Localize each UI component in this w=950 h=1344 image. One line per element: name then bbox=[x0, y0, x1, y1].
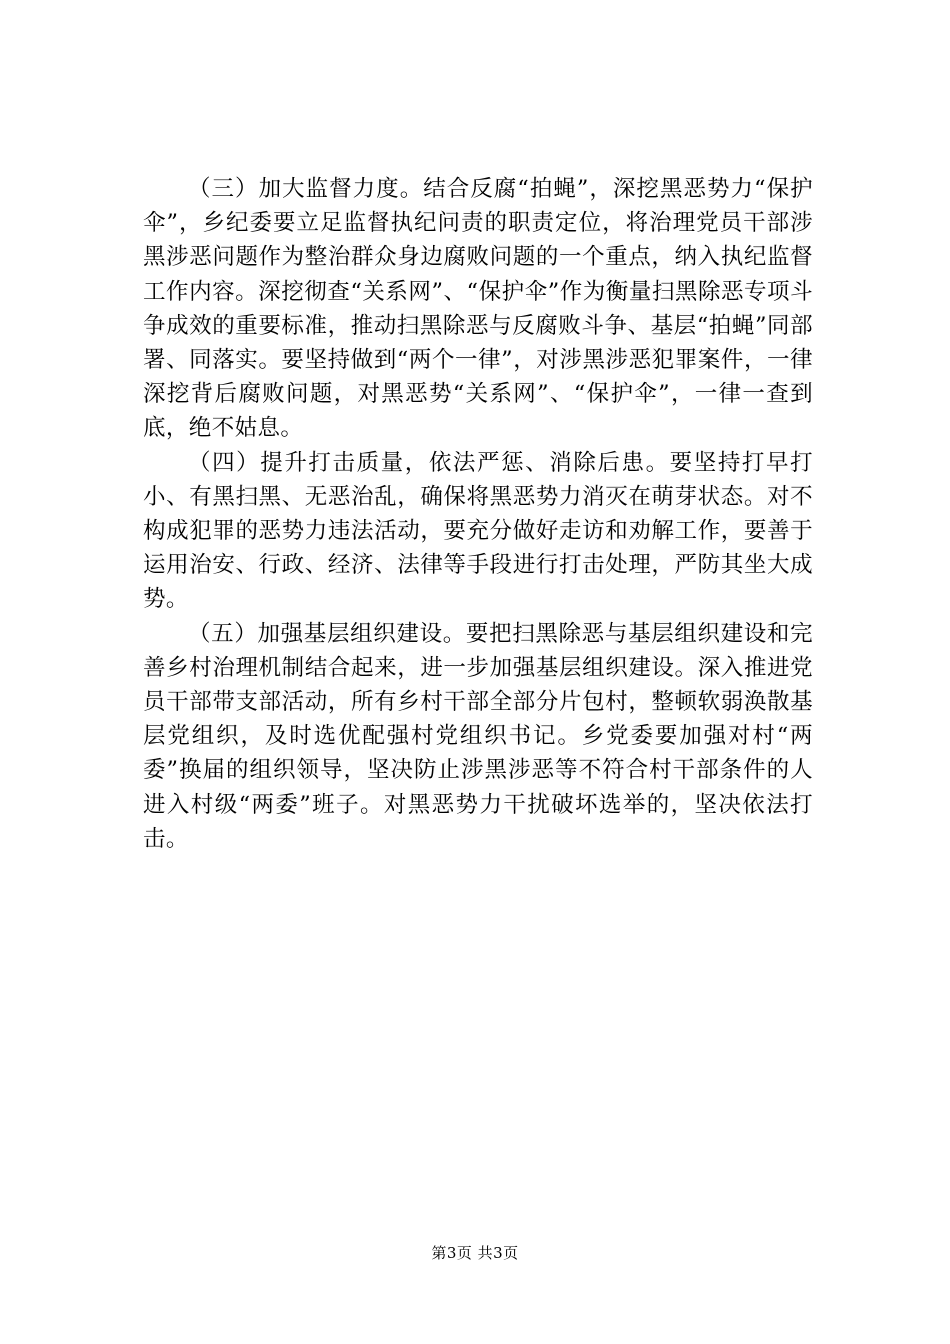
document-body bbox=[143, 172, 813, 856]
paragraph-grassroots-organization: （五）加强基层组织建设。要把扫黑除恶与基层组织建设和完善乡村治理机制结合起来，进一步加强基层组织建设。深入推进党员干部带支部活动，所有乡村干部全部分片包村，整顿软弱涣散基层党组织，及时选优配强村党组织书记。乡党委要加强对村“两委”换届的组织领导，坚决防止涉黑涉恶等不符合村干部条件的人进入村级“两委”班子。对黑恶势力干扰破坏选举的，坚决依法打击。 bbox=[143, 620, 813, 852]
page-number-footer: 第3页 共3页 bbox=[431, 1244, 519, 1262]
paragraph-supervision: （三）加大监督力度。结合反腐“拍蝇”，深挖黑恶势力“保护伞”，乡纪委要立足监督执纪问责的职责定位，将治理党员干部涉黑涉恶问题作为整治群众身边腐败问题的一个重点，纳入执纪监督工作内容。深挖彻查“关系网”、“保护伞”作为衡量扫黑除恶专项斗争成效的重要标准，推动扫黑除恶与反腐败斗争、基层“拍蝇”同部署、同落实。要坚持做到“两个一律”，对涉黑涉恶犯罪案件，一律深挖背后腐败问题，对黑恶势“关系网”、“保护伞”，一律一查到底，绝不姑息。 bbox=[143, 176, 813, 442]
paragraph-strike-quality: （四）提升打击质量，依法严惩、消除后患。要坚持打早打小、有黑扫黑、无恶治乱，确保将黑恶势力消灭在萌芽状态。对不构成犯罪的恶势力违法活动，要充分做好走访和劝解工作，要善于运用治安、行政、经济、法律等手段进行打击处理，严防其坐大成势。 bbox=[143, 449, 813, 613]
